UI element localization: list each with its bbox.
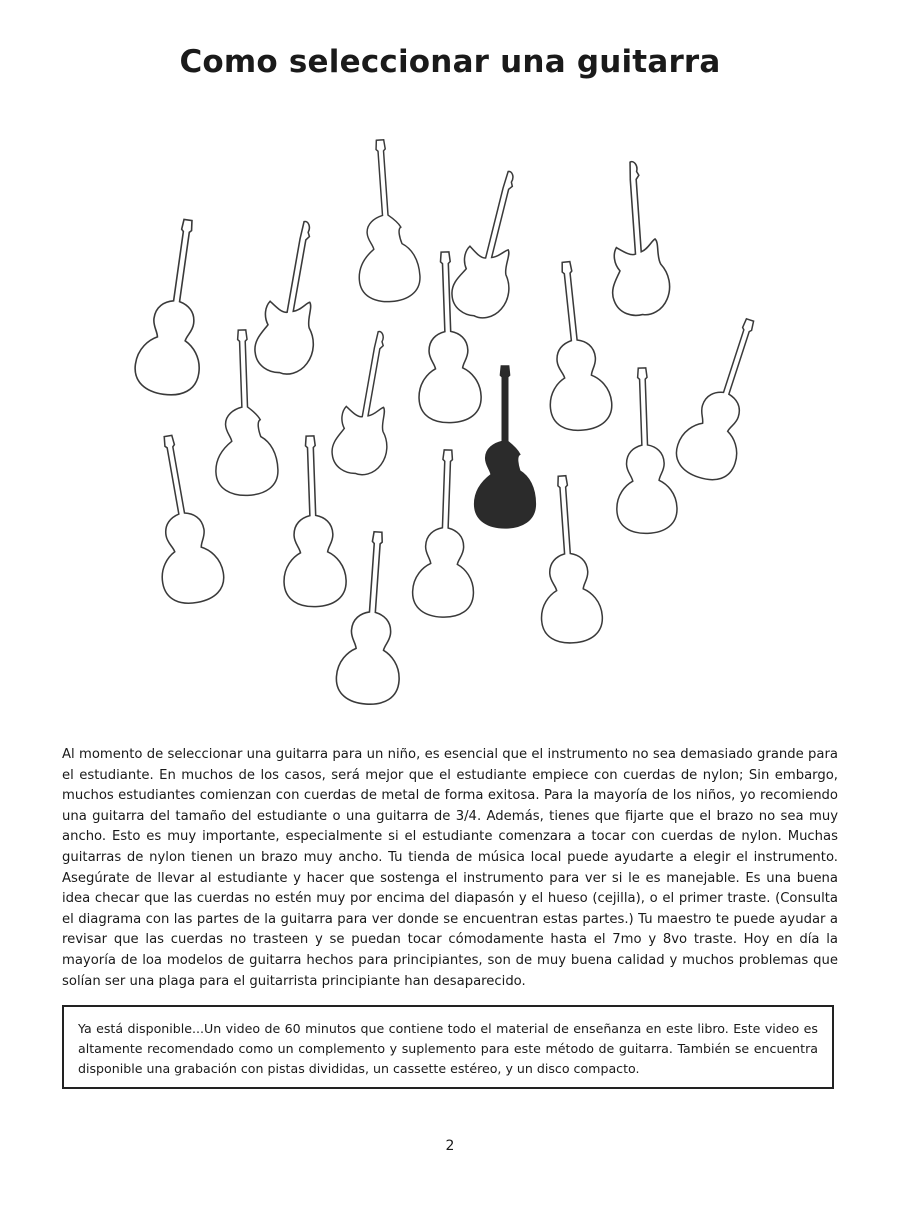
body-paragraph: Al momento de seleccionar una guitarra para un niño, es esencial que el instrumento no sea demasiado grande para el estudiante. En muchos de los casos, será mejor que el estudiante empiece con cuerdas de nylon; Sin embargo, muchos estudiantes comienzan con cuerdas de metal de forma exitosa. Para la mayoría de los niños, yo recomiendo una guitarra del tamaño del estudiante o una guitarra de 3/4. Además, tienes que fijarte que el brazo no sea muy ancho. Esto es muy importante, especialmente si el estudiante comenzara a tocar con cuerdas de nylon. Muchas guitarras de nylon tienen un brazo muy ancho. Tu tienda de música local puede ayudarte a elegir el instrumento. Asegúrate de llevar al estudiante y hacer que sostenga el instrumento para ver si le es manejable. Es una buena idea checar que las cuerdas no estén muy por encima del diapasón y el hueso (cejilla), o el primer traste. (Consulta el diagrama con las partes de la guitarra para ver donde se encuentran estas partes.) Tu maestro te puede ayudar a revisar que las cuerdas no trasteen y se puedan tocar cómodamente hasta el 7mo y 8vo traste. Hoy en día la mayoría de loa modelos de guitarra hechos para principiantes, son de muy buena calidad y muchos problemas que solían ser una plaga para el guitarrista principiante han desaparecido.: [62, 747, 838, 989]
notice-text: Ya está disponible...Un video de 60 minutos que contiene todo el material de enseñanza en este libro. Este video es altamente recomendado como un complemento y suplemento para este método de guitarra. También se encuentra disponible una grabación con pistas divididas, un cassette estéreo, y un disco compacto.: [78, 1021, 818, 1076]
guitar-outline-icon: [251, 217, 334, 378]
guitar-cluster-image: [130, 130, 770, 720]
guitar-outline-icon: [412, 449, 479, 618]
guitar-illustration: [130, 130, 770, 720]
guitar-outline-icon: [670, 311, 770, 487]
guitar-outline-icon: [532, 474, 604, 645]
guitar-outline-icon: [447, 165, 537, 323]
guitar-outline-icon: [132, 216, 220, 399]
guitar-outline-icon: [329, 327, 407, 478]
guitar-outline-icon: [612, 367, 678, 534]
guitar-outline-icon: [604, 160, 672, 317]
guitar-outline-icon: [138, 431, 228, 608]
page-number: 2: [445, 1138, 455, 1154]
guitar-outline-icon: [535, 259, 614, 433]
page-title: Como seleccionar una guitarra: [179, 44, 721, 80]
guitar-outline-icon: [335, 530, 410, 706]
highlighted-guitar-icon: [475, 366, 536, 528]
notice-box: [62, 1005, 834, 1089]
guitar-outline-icon: [350, 138, 422, 304]
